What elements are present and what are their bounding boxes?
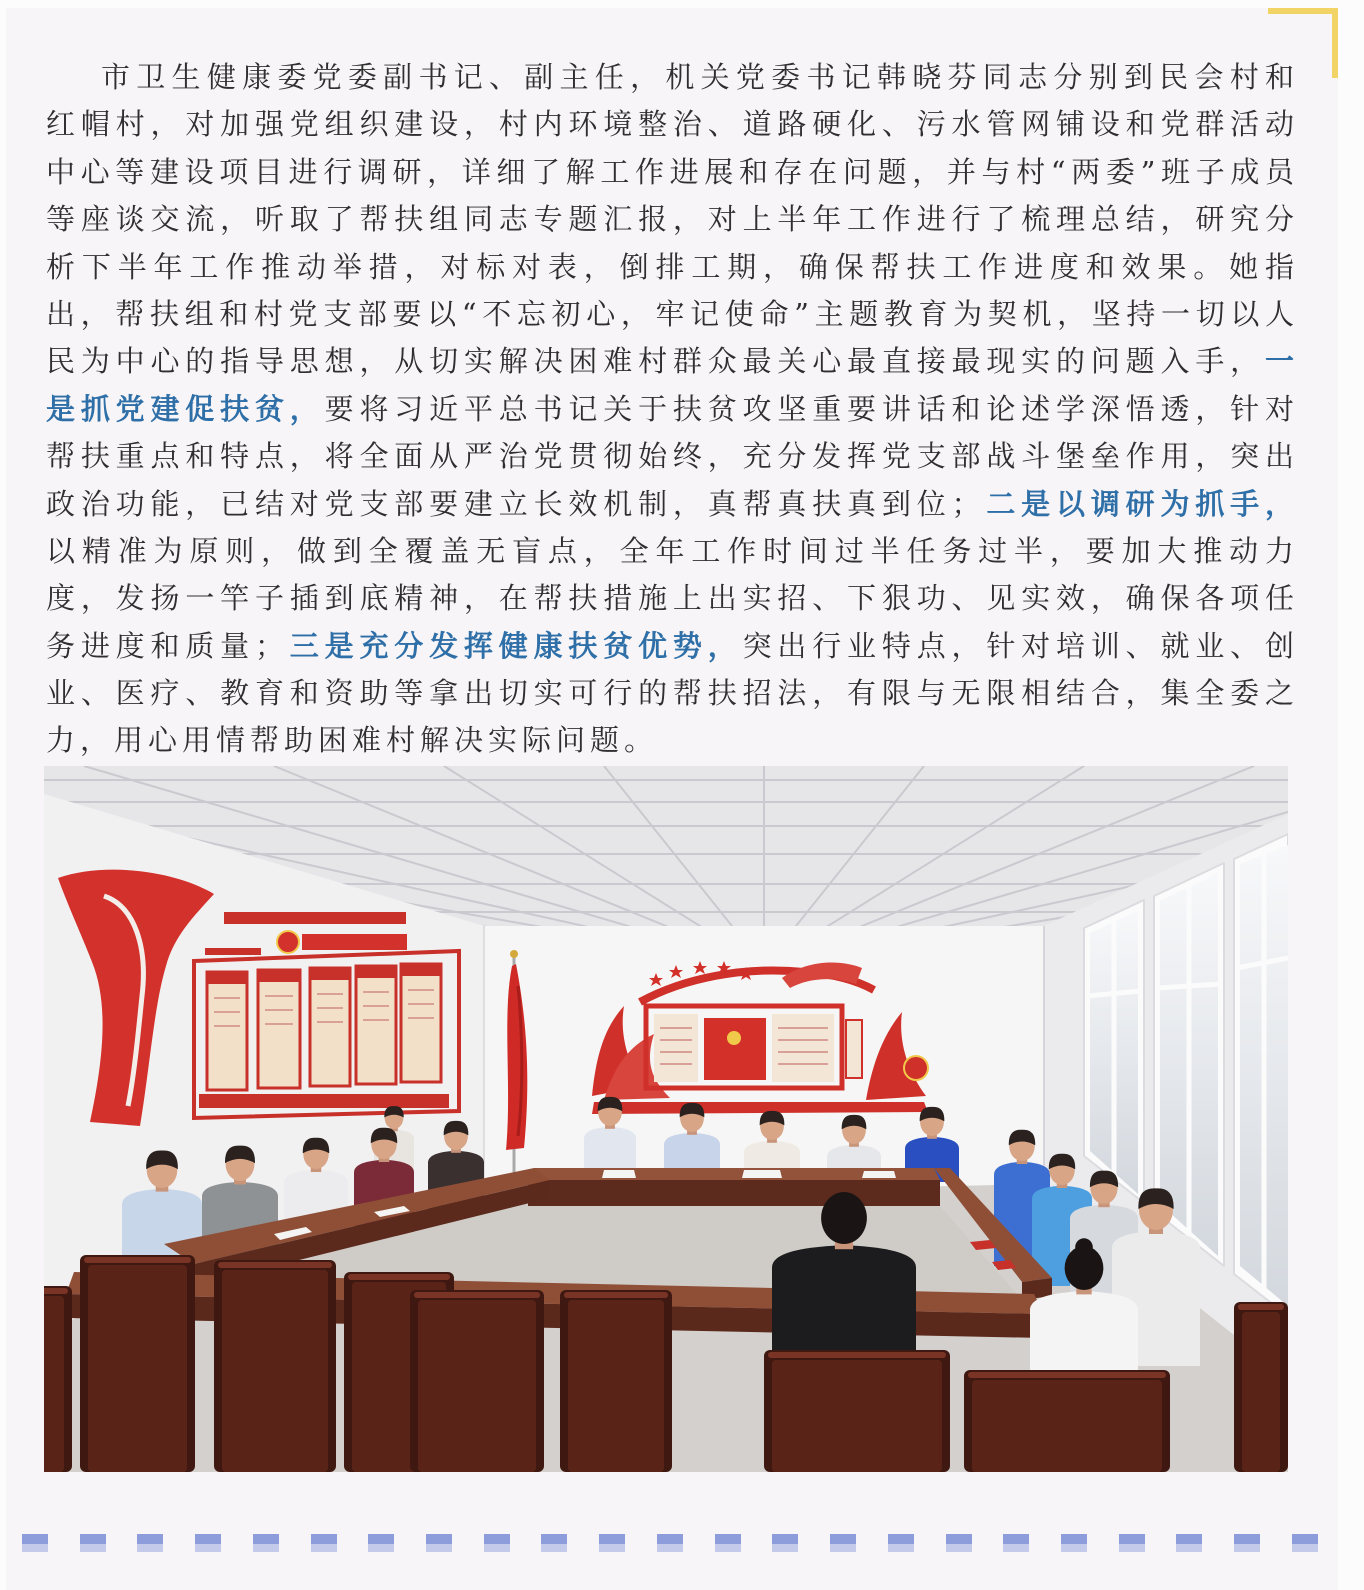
divider-dash bbox=[426, 1534, 452, 1552]
article-body bbox=[46, 54, 1294, 765]
divider-dash bbox=[541, 1534, 567, 1552]
paragraph-line bbox=[46, 623, 1294, 670]
chair bbox=[560, 1290, 672, 1472]
paragraph-line bbox=[46, 481, 1294, 528]
meeting-photo bbox=[44, 766, 1288, 1472]
chair bbox=[80, 1255, 195, 1472]
body-text: 中心等建设项目进行调研，详细了解工作进展和存在问题，并与村“两委”班子成员 bbox=[46, 154, 1294, 189]
body-text: 要将习近平总书记关于扶贫攻坚重要讲话和论述学深悟透，针对 bbox=[324, 391, 1294, 426]
divider-dash bbox=[1292, 1534, 1318, 1552]
body-text: 以精准为原则，做到全覆盖无盲点，全年工作时间过半任务过半，要加大推动力 bbox=[46, 533, 1294, 568]
paragraph-line bbox=[46, 291, 1294, 338]
divider-dash bbox=[1234, 1534, 1260, 1552]
key-point-highlight: 是抓党建促扶贫， bbox=[46, 391, 325, 426]
body-text: 力，用心用情帮助困难村解决实际问题。 bbox=[46, 723, 659, 758]
divider-dash bbox=[1176, 1534, 1202, 1552]
divider-dash bbox=[253, 1534, 279, 1552]
divider-dash bbox=[368, 1534, 394, 1552]
body-text: 红帽村，对加强党组织建设，村内环境整治、道路硬化、污水管网铺设和党群活动 bbox=[46, 107, 1294, 142]
body-text: 民为中心的指导思想，从切实解决困难村群众最关心最直接最现实的问题入手， bbox=[46, 344, 1265, 379]
body-text: 等座谈交流，听取了帮扶组同志专题汇报，对上半年工作进行了梳理总结，研究分 bbox=[46, 202, 1294, 237]
paragraph-line bbox=[46, 338, 1294, 385]
body-text: 政治功能，已结对党支部要建立长效机制，真帮真扶真到位； bbox=[46, 486, 981, 521]
paragraph-line bbox=[46, 575, 1294, 622]
key-point-highlight: 一 bbox=[1264, 344, 1294, 379]
divider-dash bbox=[195, 1534, 221, 1552]
key-point-highlight: 三是充分发挥健康扶贫优势， bbox=[283, 628, 743, 663]
divider-dash bbox=[946, 1534, 972, 1552]
body-text: 出，帮扶组和村党支部要以“不忘初心，牢记使命”主题教育为契机，坚持一切以人 bbox=[46, 296, 1294, 331]
body-text: 务进度和质量； bbox=[46, 628, 284, 663]
divider-dash bbox=[657, 1534, 683, 1552]
body-text: 度，发扬一竿子插到底精神，在帮扶措施上出实招、下狠功、见实效，确保各项任 bbox=[46, 581, 1294, 616]
paragraph-line bbox=[46, 149, 1294, 196]
paragraph-line bbox=[46, 670, 1294, 717]
divider-dash bbox=[1061, 1534, 1087, 1552]
divider-dash bbox=[311, 1534, 337, 1552]
divider-dash bbox=[80, 1534, 106, 1552]
body-text: 析下半年工作推动举措，对标对表，倒排工期，确保帮扶工作进度和效果。她指 bbox=[46, 249, 1294, 284]
chair bbox=[44, 1286, 72, 1472]
bottom-dashed-divider bbox=[22, 1534, 1318, 1552]
chair bbox=[410, 1290, 544, 1472]
divider-dash bbox=[1003, 1534, 1029, 1552]
body-text: 突出行业特点，针对培训、就业、创 bbox=[742, 628, 1294, 663]
divider-dash bbox=[22, 1534, 48, 1552]
divider-dash bbox=[888, 1534, 914, 1552]
paragraph-line bbox=[46, 386, 1294, 433]
paragraph-line bbox=[46, 528, 1294, 575]
divider-dash bbox=[137, 1534, 163, 1552]
body-text: 业、医疗、教育和资助等拿出切实可行的帮扶招法，有限与无限相结合，集全委之 bbox=[46, 676, 1294, 711]
divider-dash bbox=[1119, 1534, 1145, 1552]
divider-dash bbox=[599, 1534, 625, 1552]
paragraph-line bbox=[46, 196, 1294, 243]
chair bbox=[964, 1370, 1170, 1472]
divider-dash bbox=[484, 1534, 510, 1552]
paragraph-line bbox=[46, 717, 1294, 764]
chair bbox=[764, 1350, 950, 1472]
divider-dash bbox=[715, 1534, 741, 1552]
paragraph-line bbox=[46, 54, 1294, 101]
paragraph-line bbox=[46, 101, 1294, 148]
divider-dash bbox=[772, 1534, 798, 1552]
divider-dash bbox=[830, 1534, 856, 1552]
key-point-highlight: 二是以调研为抓手， bbox=[980, 486, 1294, 521]
body-text: 市卫生健康委党委副书记、副主任，机关党委书记韩晓芬同志分别到民会村和 bbox=[101, 60, 1294, 94]
paragraph-line bbox=[46, 244, 1294, 291]
chair bbox=[214, 1260, 336, 1472]
paragraph-line bbox=[46, 433, 1294, 480]
body-text: 帮扶重点和特点，将全面从严治党贯彻始终，充分发挥党支部战斗堡垒作用，突出 bbox=[46, 439, 1294, 474]
chair bbox=[1234, 1302, 1288, 1472]
